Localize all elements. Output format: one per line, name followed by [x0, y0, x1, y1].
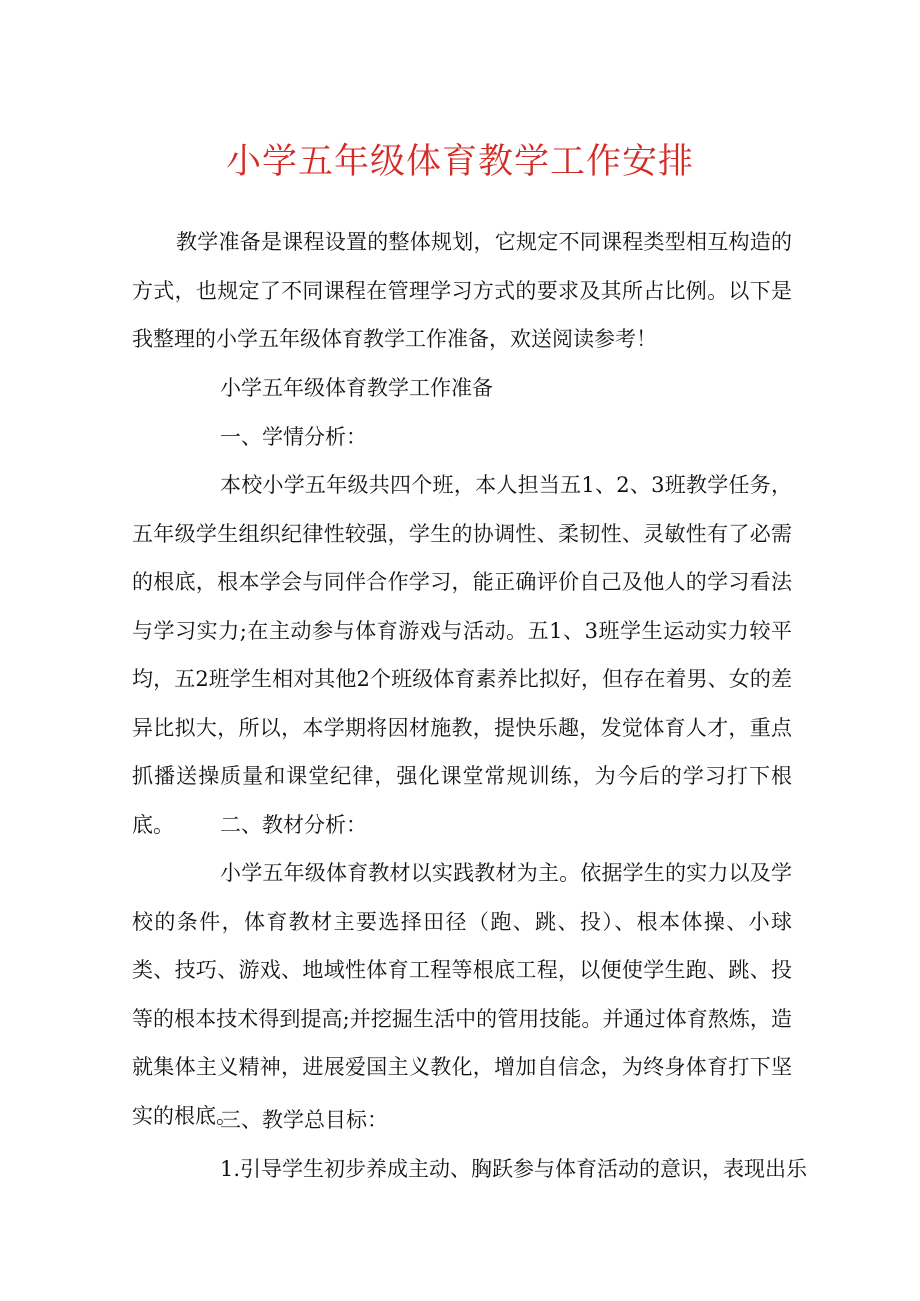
teaching-goal-item-1: 1.引导学生初步养成主动、胸跃参与体育活动的意识，表现出乐: [220, 1157, 808, 1181]
section-heading-student-analysis: 一、学情分析：: [220, 425, 367, 449]
textbook-analysis-paragraph: 小学五年级体育教材以实践教材为主。依据学生的实力以及学校的条件，体育教材主要选择田径（跑、跳、投）、根本体操、小球类、技巧、游戏、地域性体育工程等根底工程，以便使学生跑、跳、投等的根本技术得到提高;并挖掘生活中的管用技能。并通过体育熬炼，造就集体主义精神，进展爱国主义教化，增加自信念，为终身体育打下坚实的根底。: [132, 861, 792, 1128]
intro-paragraph: 教学准备是课程设置的整体规划，它规定不同课程类型相互构造的方式，也规定了不同课程在管理学习方式的要求及其所占比例。以下是我整理的小学五年级体育教学工作准备，欢送阅读参考！: [132, 230, 792, 351]
section-heading-textbook-analysis: 二、教材分析：: [220, 813, 367, 837]
document-title: 小学五年级体育教学工作安排: [225, 142, 694, 182]
student-analysis-paragraph: 本校小学五年级共四个班，本人担当五1、2、3班教学任务，五年级学生组织纪律性较强，学生的协调性、柔韧性、灵敏性有了必需的根底，根本学会与同伴合作学习，能正确评价自己及他人的学习看法与学习实力;在主动参与体育游戏与活动。五1、3班学生运动实力较平均，五2班学生相对其他2个班级体育素养比拟好，但存在着男、女的差异比拟大，所以，本学期将因材施教，提快乐趣，发觉体育人才，重点抓播送操质量和课堂纪律，强化课堂常规训练，为今后的学习打下根底。: [132, 473, 792, 837]
subtitle: 小学五年级体育教学工作准备: [220, 376, 493, 400]
section-heading-teaching-goals: 三、教学总目标：: [220, 1108, 388, 1132]
